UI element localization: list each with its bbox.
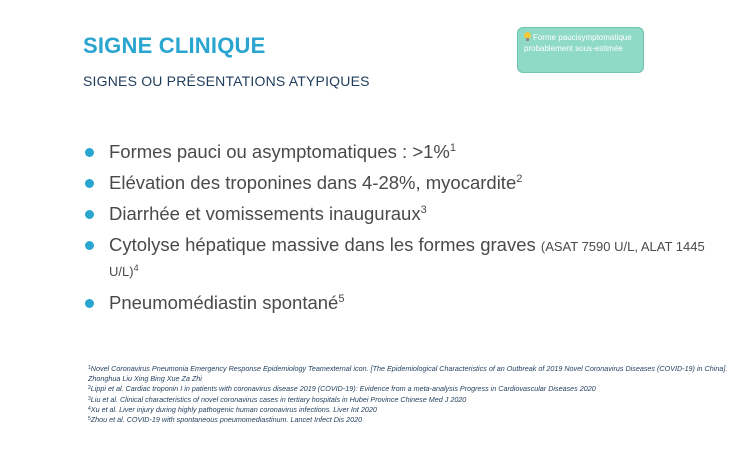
reference-item bbox=[88, 395, 728, 405]
note-text: Forme paucisymptomatique probablement sous-estimée bbox=[524, 33, 632, 53]
reference-number: 3 bbox=[88, 395, 91, 402]
bullet-item bbox=[85, 202, 725, 225]
reference-number: 5 bbox=[88, 416, 91, 423]
bullet-text: Diarrhée et vomissements inauguraux bbox=[109, 203, 421, 224]
lightbulb-icon bbox=[524, 32, 531, 41]
reference-item bbox=[88, 364, 728, 384]
note-callout bbox=[517, 27, 644, 73]
reference-item bbox=[88, 384, 728, 394]
reference-text: Novel Coronavirus Pneumonia Emergency Response Epidemiology Teamexternal icon. [The Epidemiological Characteristics of an Outbreak of 2019 Novel Coronavirus Diseases (COVID-19) in China]. Zhonghua Liu Xing Bing Xue Za Zhi bbox=[88, 364, 728, 384]
reference-number: 1 bbox=[88, 365, 91, 371]
bullet-item bbox=[85, 291, 725, 314]
bullet-ref: 1 bbox=[449, 142, 456, 154]
reference-item bbox=[88, 405, 728, 415]
reference-item bbox=[88, 415, 728, 425]
reference-number: 2 bbox=[88, 385, 91, 392]
bullet-list bbox=[85, 140, 725, 322]
bullet-dot-icon bbox=[85, 179, 94, 188]
bullet-item bbox=[85, 140, 725, 163]
slide-title: SIGNE CLINIQUE bbox=[83, 33, 266, 58]
reference-text: Xu et al. Liver injury during highly pathogenic human coronavirus infections. Liver Int 2020 bbox=[90, 404, 377, 414]
reference-text: Zhou et al. COVID-19 with spontaneous pneumomediastinum. Lancet Infect Dis 2020 bbox=[90, 415, 363, 425]
bullet-dot-icon bbox=[85, 210, 94, 219]
bullet-ref: 5 bbox=[338, 293, 345, 305]
bullet-item bbox=[85, 171, 725, 194]
references bbox=[88, 364, 728, 425]
slide-subtitle: SIGNES OU PRÉSENTATIONS ATYPIQUES bbox=[83, 73, 370, 89]
bullet-text: Formes pauci ou asymptomatiques : >1% bbox=[109, 141, 450, 162]
bullet-dot-icon bbox=[85, 241, 94, 250]
bullet-dot-icon bbox=[85, 148, 94, 157]
bullet-text: Pneumomédiastin spontané bbox=[109, 292, 339, 313]
bullet-detail: (ASAT 7590 U/L, ALAT 1445 U/L)$^4$ bbox=[109, 239, 705, 279]
bullet-text: Elévation des troponines dans 4-28%, myocardite bbox=[109, 172, 517, 193]
bullet-ref: 3 bbox=[420, 204, 427, 216]
bullet-dot-icon bbox=[85, 299, 94, 308]
bullet-text: Cytolyse hépatique massive dans les formes graves bbox=[109, 234, 541, 255]
bullet-ref: 2 bbox=[516, 173, 523, 185]
bullet-ref: 4 bbox=[133, 263, 139, 273]
reference-text: Lippi et al. Cardiac troponin I in patients with coronavirus disease 2019 (COVID-19): Evidence from a meta-analysis Progress in Cardiovascular Diseases 2020 bbox=[90, 384, 596, 394]
reference-text: Liu et al. Clinical characteristics of novel coronavirus cases in tertiary hospitals in Hubei Province Chinese Med J 2020 bbox=[90, 394, 467, 404]
bullet-item bbox=[85, 233, 725, 283]
reference-number: 4 bbox=[88, 405, 91, 412]
